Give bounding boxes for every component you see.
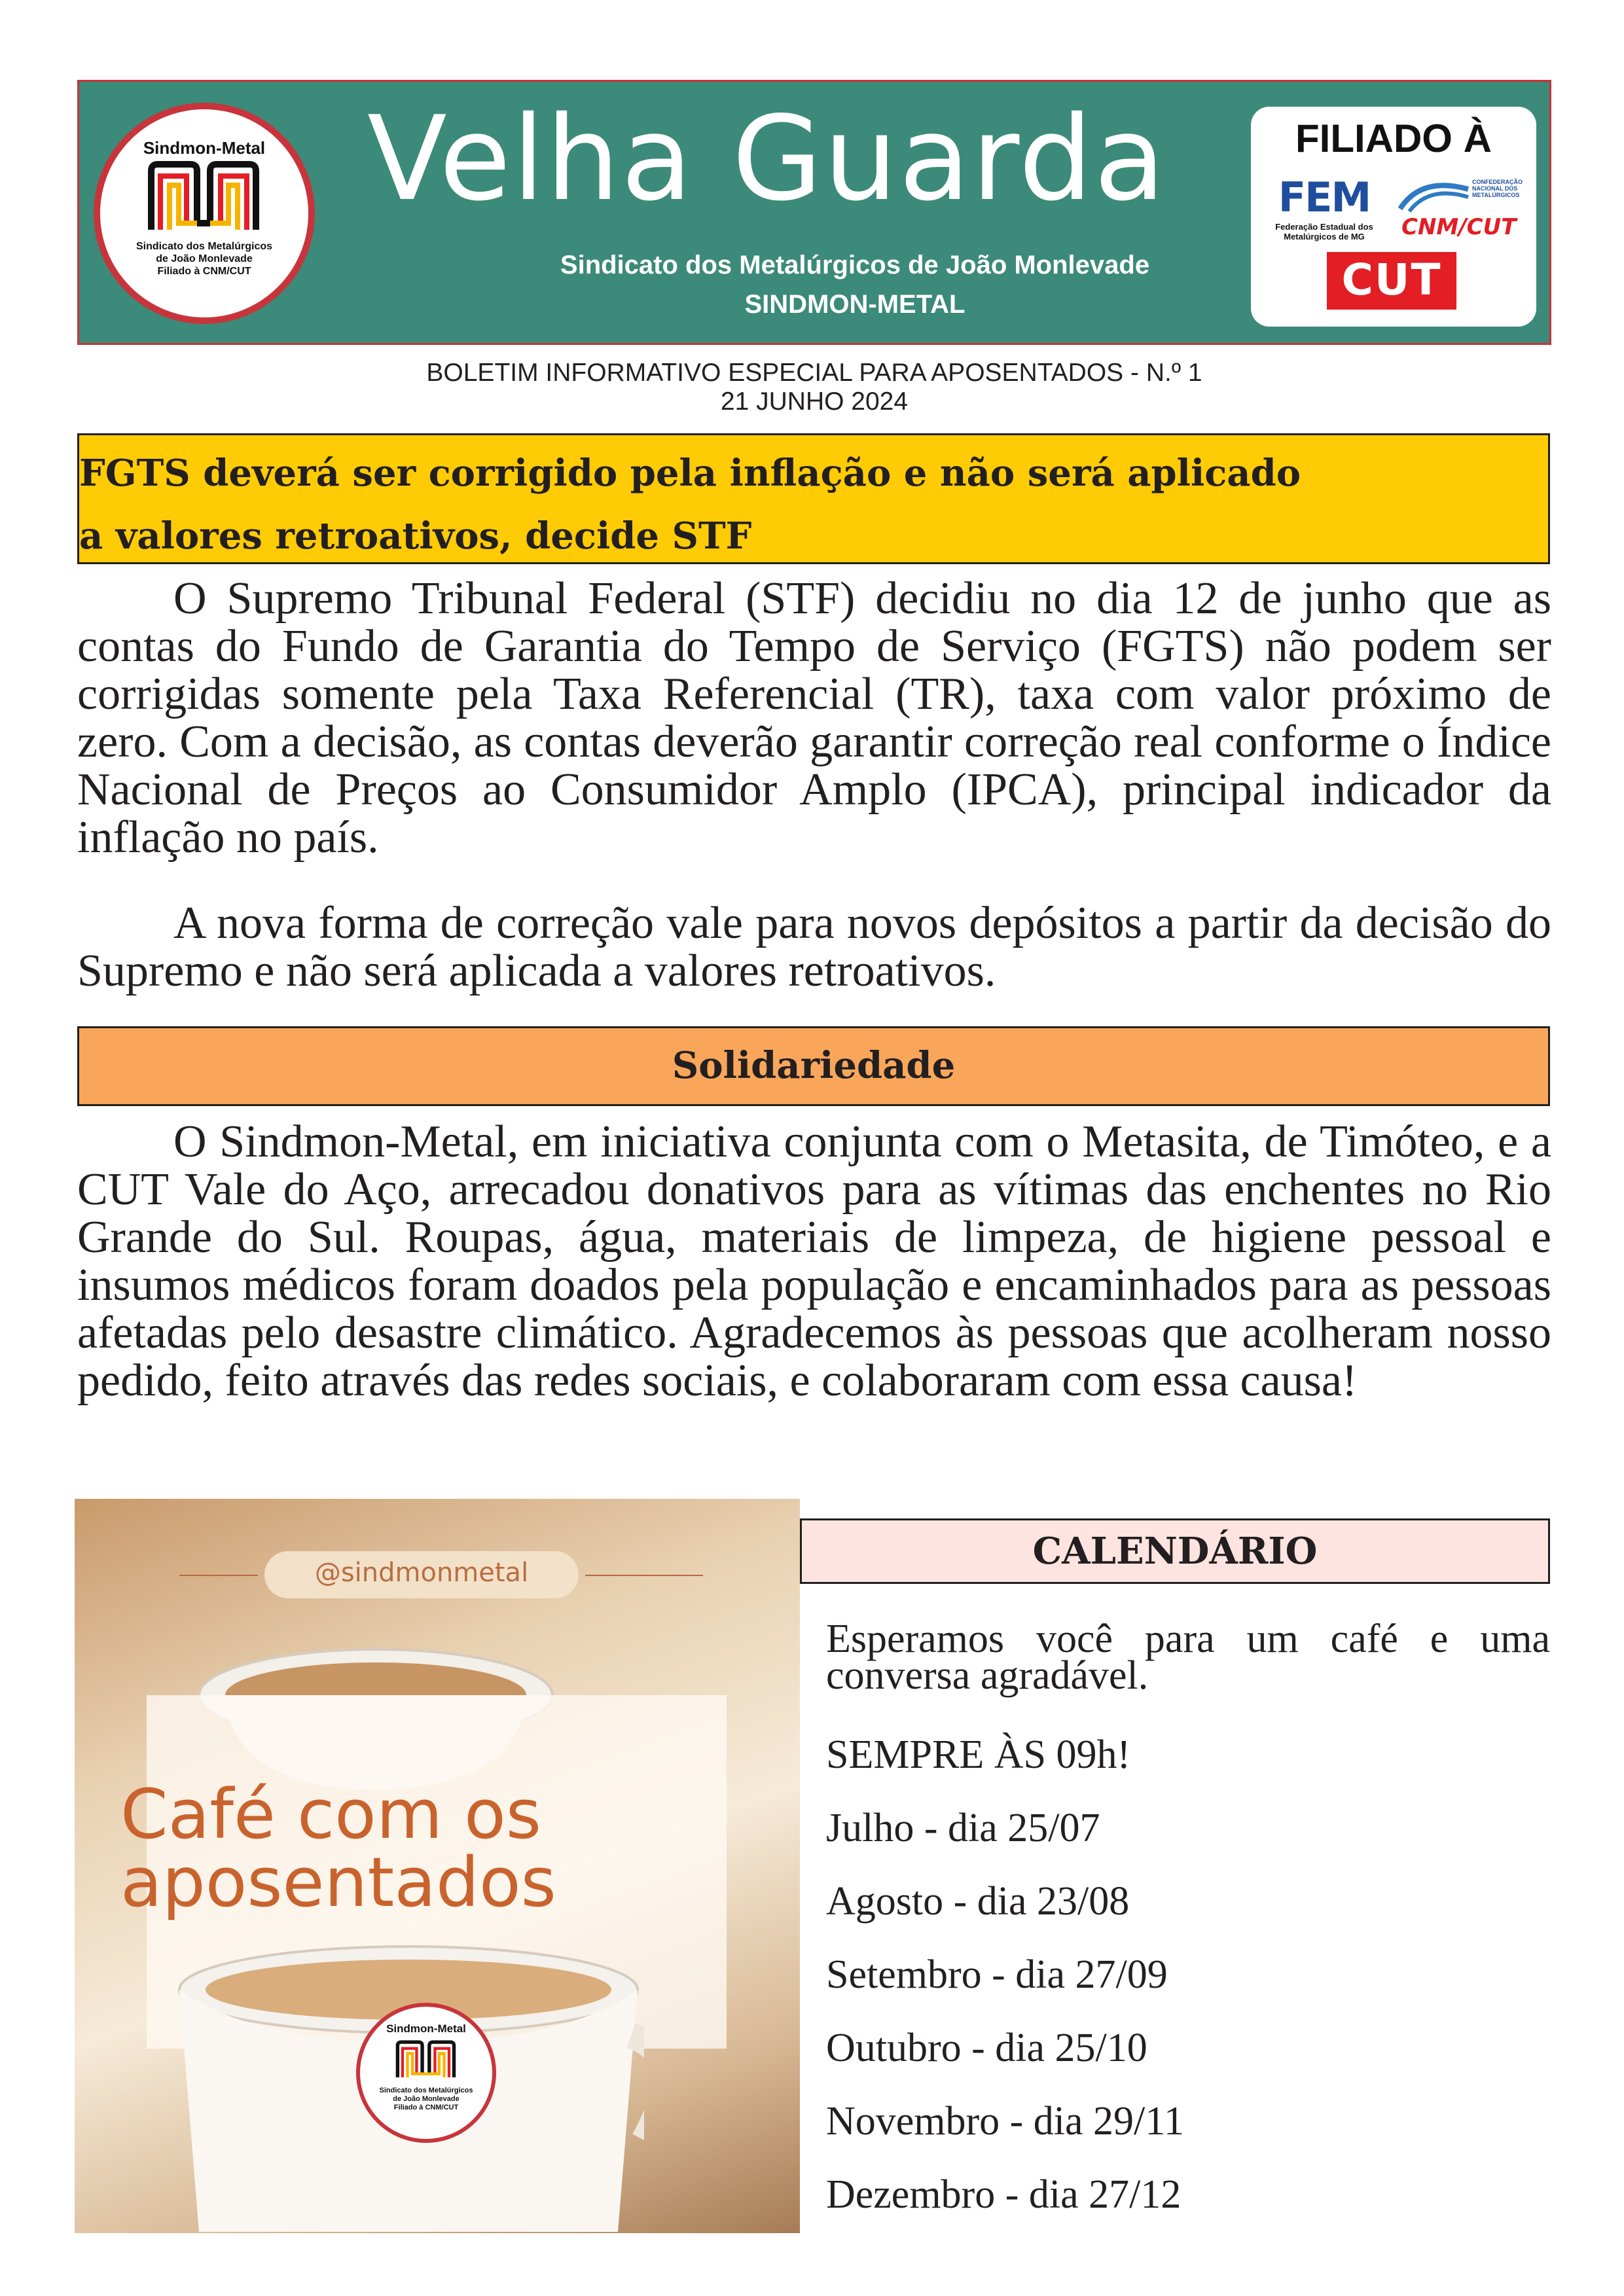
cut-logo: CUT [1327, 252, 1456, 310]
calendario-headline-box [800, 1518, 1550, 1584]
solidariedade-headline: Solidariedade [672, 1044, 956, 1087]
instagram-handle-badge: @sindmonmetal [264, 1551, 579, 1598]
calendario-date-item: Julho - dia 25/07 [826, 1806, 1100, 1850]
flyer-sindmon-logo: Sindmon-Metal Sindicato dos Metalúrgicos de João Monlevade Filiado à CNM/CUT [356, 2003, 496, 2143]
calendario-time: SEMPRE ÀS 09h! [826, 1732, 1131, 1777]
calendario-date-item: Agosto - dia 23/08 [826, 1879, 1130, 1924]
sindmon-emblem-icon [145, 158, 264, 236]
calendario-intro: Esperamos você para um café e uma conversa agradável. [826, 1617, 1550, 1698]
calendario-date-item: Dezembro - dia 27/12 [826, 2172, 1182, 2217]
calendario-date-item: Outubro - dia 25/10 [826, 2026, 1147, 2070]
fgts-paragraph-1: O Supremo Tribunal Federal (STF) decidiu no dia 12 de junho que as contas do Fundo de Garantia do Tempo de Serviço (FGTS) não podem ser corrigidas somente pela Taxa Referencial (TR), taxa com valor próximo de zero. Com a decisão, as contas deverão garantir correção real conforme o Índice Nacional de Preços ao Consumidor Amplo (IPCA), principal indicador da inflação no país. [77, 573, 1551, 863]
decor-line [179, 1575, 258, 1576]
sindmon-emblem-icon [394, 2038, 458, 2081]
cafe-flyer-image [75, 1499, 800, 2233]
fgts-headline-box [77, 433, 1550, 564]
logo-caption: Sindicato dos Metalúrgicos de João Monlevade Filiado à CNM/CUT [135, 241, 273, 277]
fgts-headline: FGTS deverá ser corrigido pela inflação e não será aplicado a valores retroativos, decide STF [79, 452, 1301, 558]
solidariedade-headline-box [77, 1026, 1550, 1106]
calendario-date-item: Novembro - dia 29/11 [826, 2099, 1184, 2144]
calendario-date-item: Setembro - dia 27/09 [826, 1952, 1168, 1997]
cnm-cut-logo: CONFEDERAÇÃO NACIONAL DOS METALÚRGICOS CNM/CUT [1395, 176, 1523, 248]
fgts-paragraph-2: A nova forma de correção vale para novos depósitos a partir da decisão do Supremo e não será aplicada a valores retroativos. [77, 898, 1551, 996]
affiliation-label: FILIADO À [1295, 117, 1492, 160]
solidariedade-paragraph: O Sindmon-Metal, em iniciativa conjunta com o Metasita, de Timóteo, e a CUT Vale do Aço, arrecadou donativos para as vítimas das enchentes no Rio Grande do Sul. Roupas, água, materiais de limpeza, de higiene pessoal e insumos médicos foram doados pela população e encaminhados para as pessoas afetadas pelo desastre climático. Agradecemos às pessoas que acolheram nosso pedido, feito através das redes sociais, e colaboraram com essa causa! [77, 1117, 1551, 1406]
masthead [77, 80, 1551, 345]
flyer-title: Café com os aposentados [120, 1774, 556, 1922]
sindmon-logo [94, 103, 315, 324]
newsletter-acronym: SINDMON-METAL [744, 290, 965, 319]
logo-name: Sindmon-Metal [143, 138, 266, 158]
decor-line [585, 1575, 703, 1576]
fem-logo: FEM Federação Estadual dos Metalúrgicos de MG [1275, 173, 1373, 242]
issue-info [77, 359, 1551, 416]
calendario-headline: CALENDÁRIO [1032, 1530, 1318, 1573]
issue-date: 21 JUNHO 2024 [720, 387, 909, 416]
affiliation-box [1251, 107, 1536, 327]
cnm-swoosh-icon [1395, 176, 1473, 215]
newsletter-subtitle: Sindicato dos Metalúrgicos de João Monlevade [560, 251, 1150, 279]
newsletter-title: Velha Guarda [367, 91, 1167, 226]
issue-line: BOLETIM INFORMATIVO ESPECIAL PARA APOSENTADOS - N.º 1 [426, 359, 1202, 387]
